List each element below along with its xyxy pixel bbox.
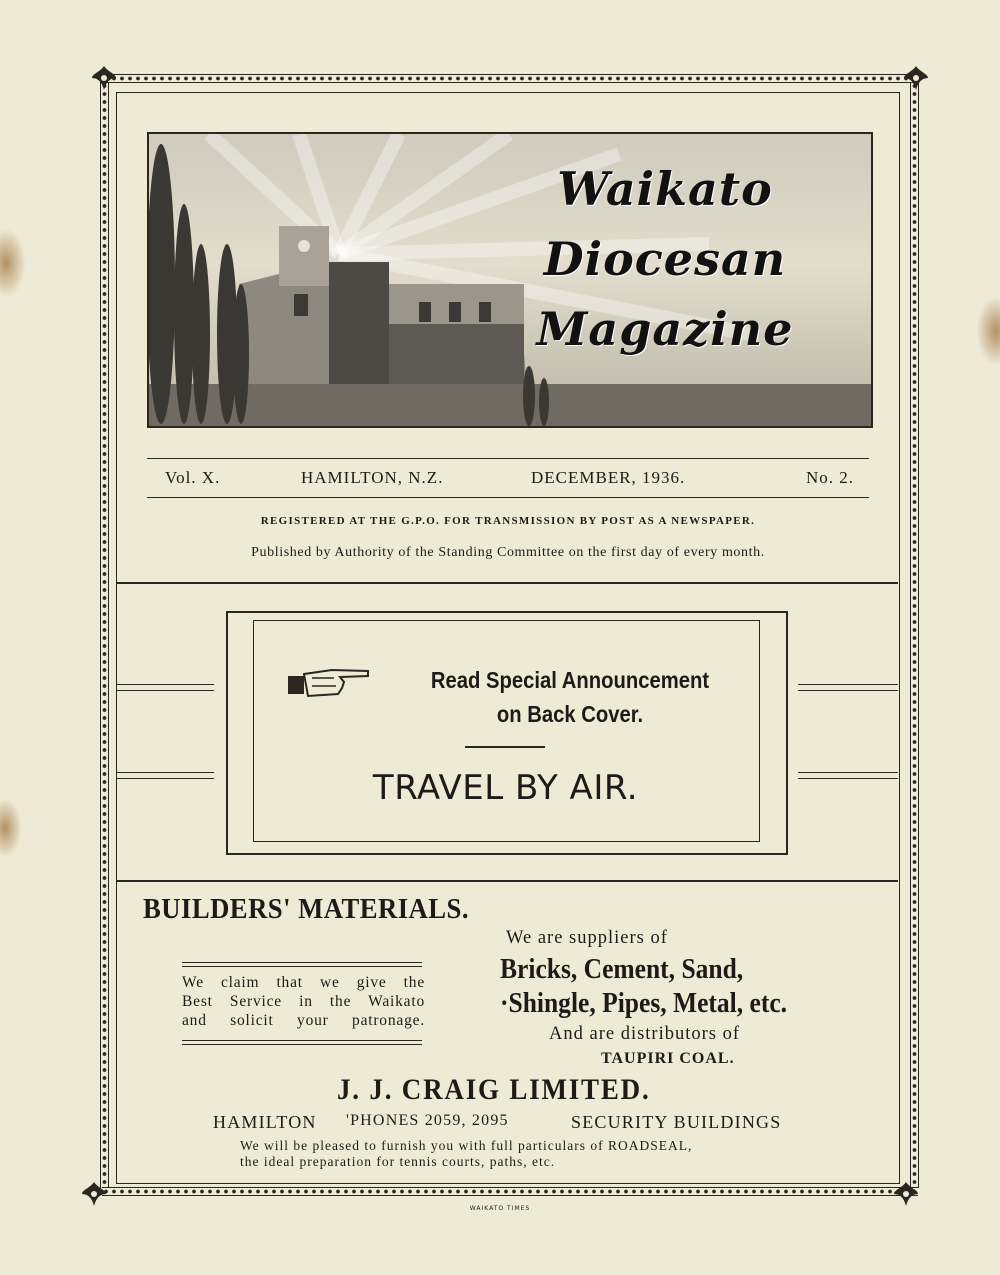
claim-rule xyxy=(182,966,422,967)
claim-rule xyxy=(182,962,422,963)
claim-line: Best Service in the Waikato xyxy=(182,993,425,1010)
travel-headline: TRAVEL BY AIR. xyxy=(372,768,639,808)
announcement-line: on Back Cover. xyxy=(496,701,644,727)
issue-date: DECEMBER, 1936. xyxy=(531,468,686,487)
roadseal-line: the ideal preparation for tennis courts, paths, etc. xyxy=(240,1154,556,1169)
issue-rule-bottom xyxy=(147,497,869,498)
volume-number: Vol. X. xyxy=(165,468,221,487)
issue-number: No. 2. xyxy=(806,468,855,487)
double-rule xyxy=(798,684,898,691)
title-line: Waikato xyxy=(557,162,773,216)
paper-stain xyxy=(0,228,26,298)
pointing-hand-icon xyxy=(288,662,372,702)
claim-line: We claim that we give the xyxy=(182,974,425,991)
ornamental-border-top xyxy=(102,74,918,83)
magazine-title xyxy=(495,154,835,364)
roadseal-line: We will be pleased to furnish you with full particulars of ROADSEAL, xyxy=(240,1138,693,1153)
address-city: HAMILTON xyxy=(213,1112,317,1132)
double-rule xyxy=(116,772,214,779)
corner-ornament-icon xyxy=(892,1180,920,1208)
double-rule xyxy=(798,772,898,779)
ornamental-border-bottom xyxy=(102,1187,918,1196)
ornamental-border-right xyxy=(910,82,919,1188)
registration-notice: REGISTERED AT THE G.P.O. FOR TRANSMISSION BY POST AS A NEWSPAPER. xyxy=(260,515,756,527)
announcement-text xyxy=(403,663,737,731)
corner-ornament-icon xyxy=(902,64,930,92)
product-list xyxy=(500,952,821,1020)
suppliers-intro: We are suppliers of xyxy=(506,928,668,948)
corner-ornament-icon xyxy=(80,1180,108,1208)
claim-rule xyxy=(182,1044,422,1045)
publication-note: Published by Authority of the Standing Committee on the first day of every month. xyxy=(251,545,765,560)
masthead-banner xyxy=(147,132,873,428)
phone-numbers: 'PHONES 2059, 2095 xyxy=(346,1112,509,1129)
printer-imprint: WAIKATO TIMES xyxy=(469,1205,531,1212)
announcement-box-inner xyxy=(253,620,760,842)
announcement-rule xyxy=(465,746,545,748)
double-rule xyxy=(116,684,214,691)
address-building: SECURITY BUILDINGS xyxy=(571,1112,782,1132)
issue-rule-top xyxy=(147,458,869,459)
corner-ornament-icon xyxy=(90,64,118,92)
title-line: Diocesan xyxy=(543,232,787,286)
ornamental-border-left xyxy=(100,82,109,1188)
paper-stain xyxy=(0,798,22,858)
issue-place: HAMILTON, N.Z. xyxy=(301,468,444,487)
section-divider xyxy=(116,880,898,882)
distributors-intro: And are distributors of xyxy=(549,1024,741,1044)
roadseal-note xyxy=(240,1138,780,1170)
paper-stain xyxy=(976,296,1000,366)
builders-heading: BUILDERS' MATERIALS. xyxy=(143,893,469,925)
claim-line: and solicit your patronage. xyxy=(182,1012,425,1029)
announcement-line: Read Special Announcement xyxy=(430,667,710,693)
company-name: J. J. CRAIG LIMITED. xyxy=(337,1073,651,1106)
title-line: Magazine xyxy=(536,302,794,356)
claim-text xyxy=(182,973,425,1030)
claim-rule xyxy=(182,1040,422,1041)
section-divider xyxy=(116,582,898,584)
product-line: Bricks, Cement, Sand, xyxy=(500,953,744,985)
coal-brand: TAUPIRI COAL. xyxy=(601,1050,735,1067)
product-line: ·Shingle, Pipes, Metal, etc. xyxy=(500,987,788,1019)
